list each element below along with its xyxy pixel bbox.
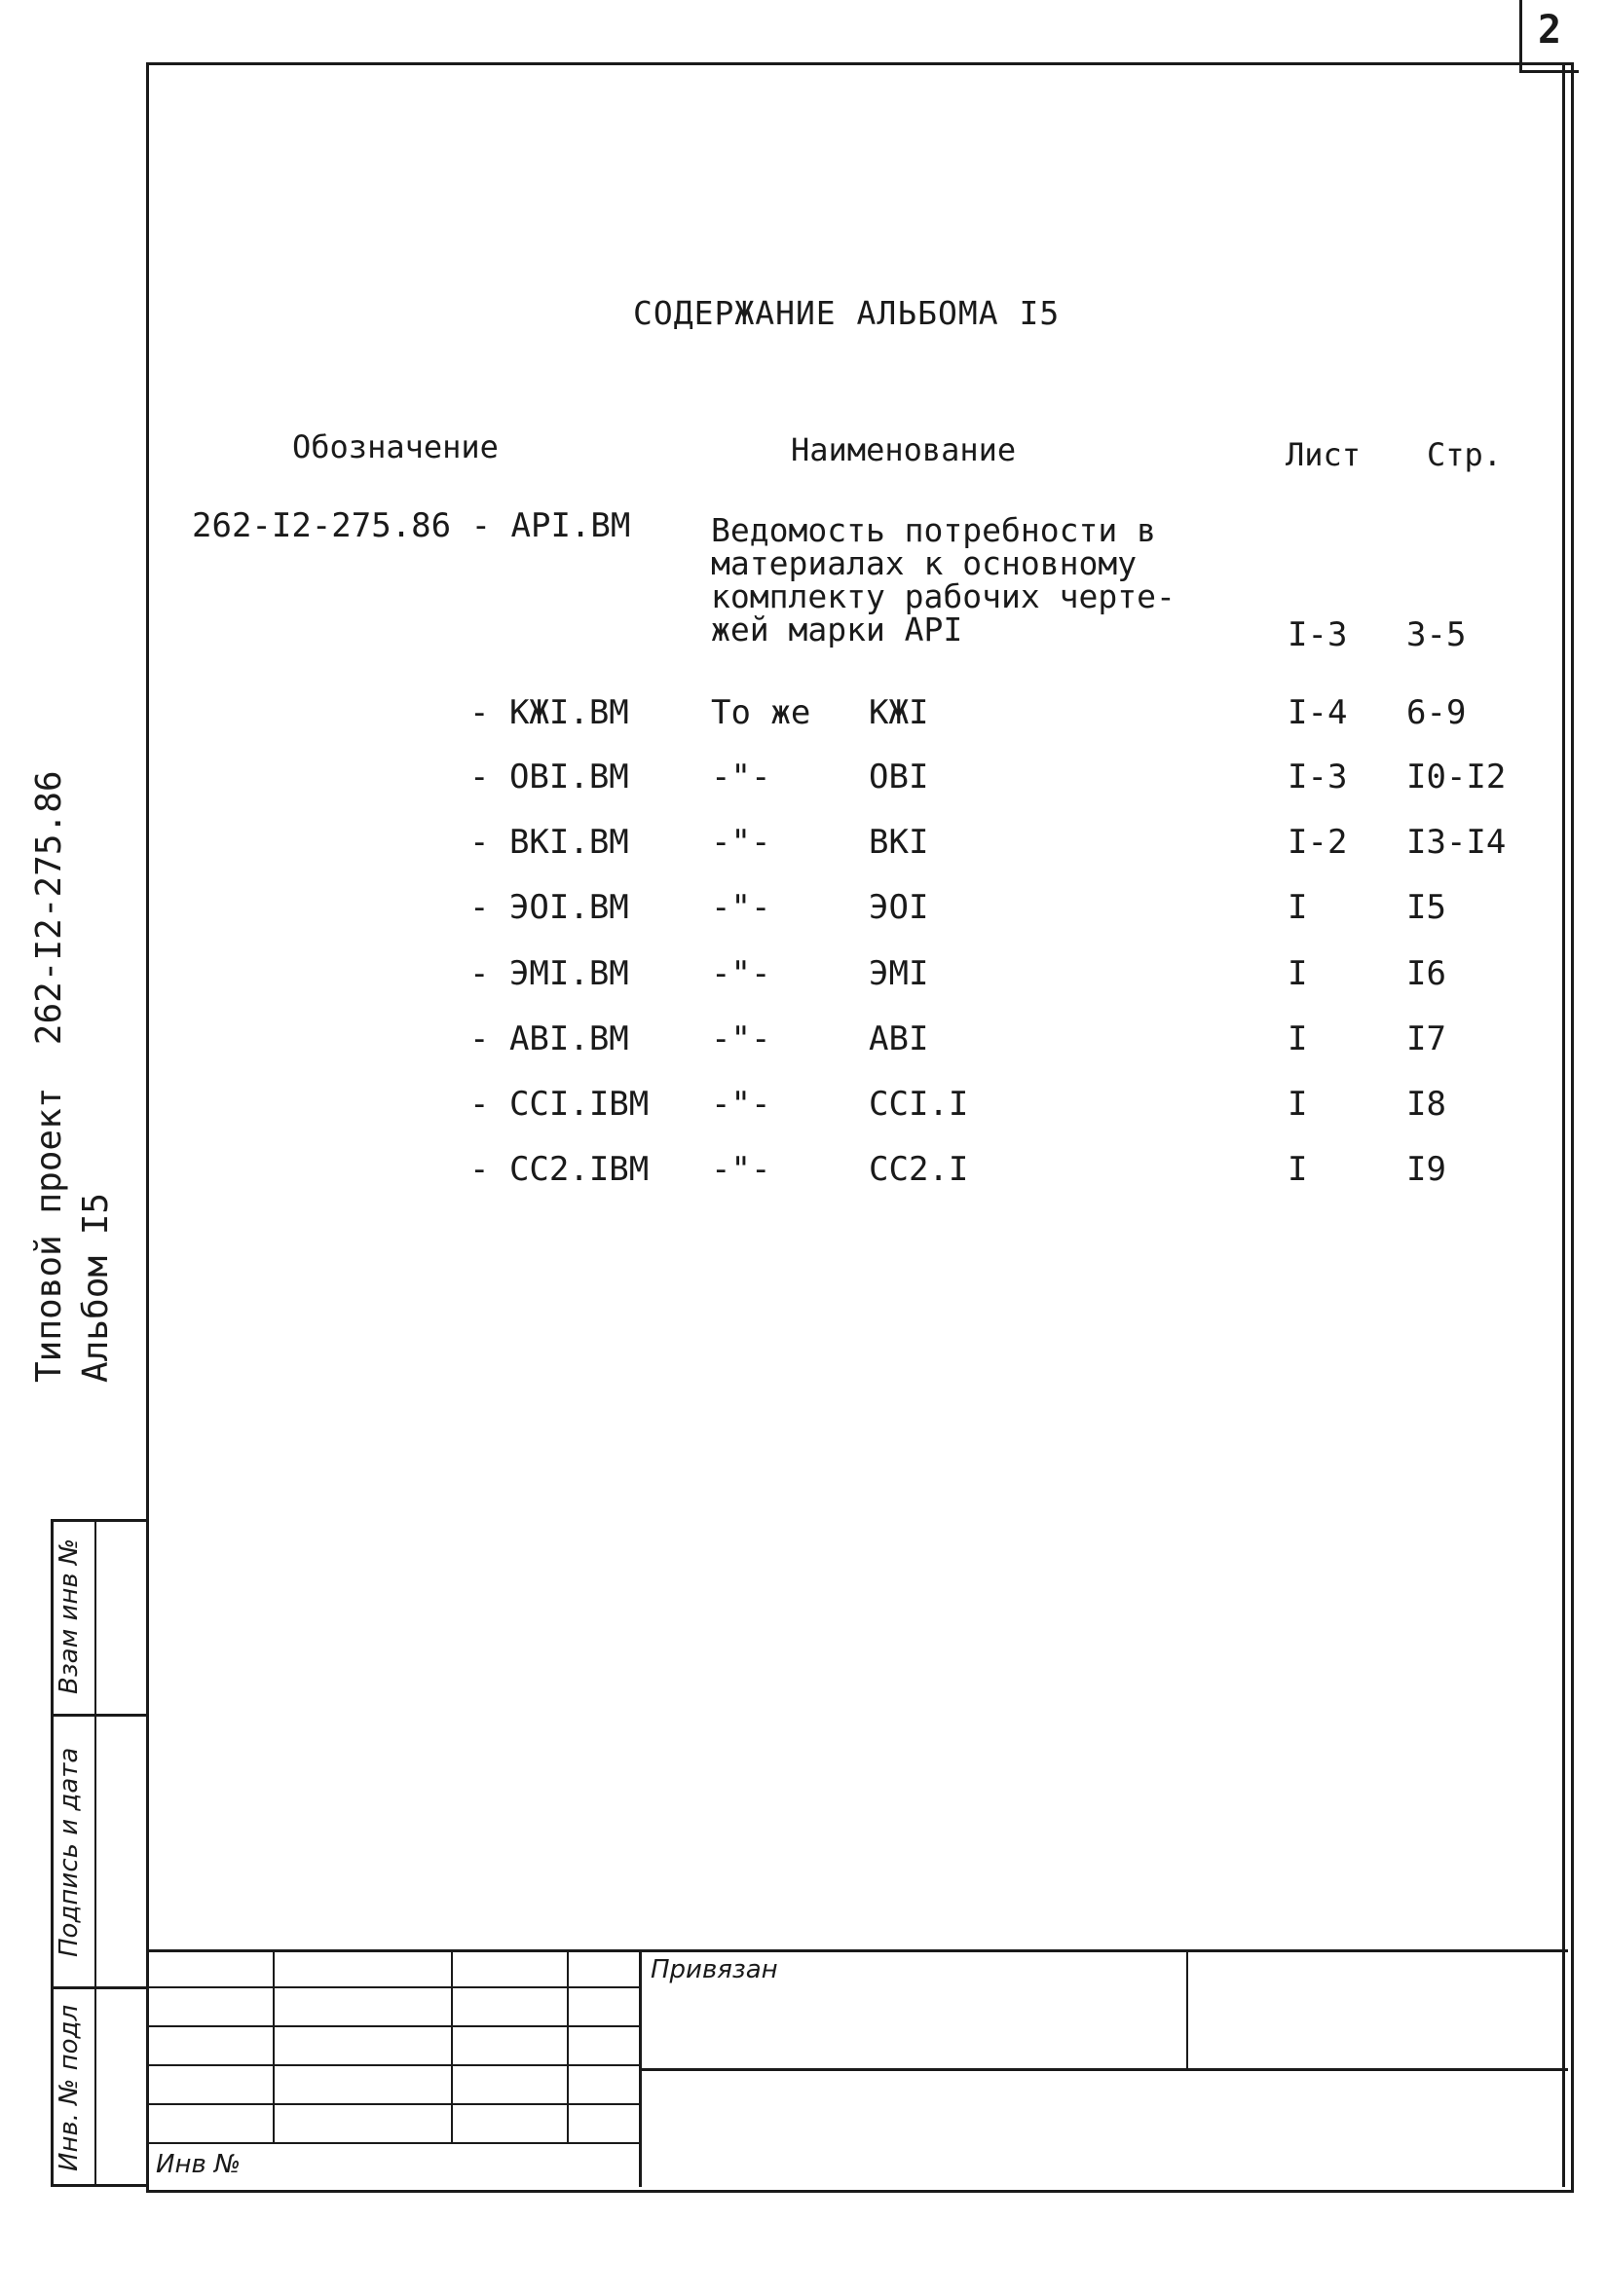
row-code: - CC2.IBM — [469, 1150, 650, 1189]
row-page: I5 — [1406, 888, 1446, 927]
drawing-frame — [146, 62, 1574, 2193]
album-contents-title: СОДЕРЖАНИЕ АЛЬБОМА I5 — [633, 294, 1061, 332]
row-mark: CCI.I — [869, 1085, 969, 1124]
row-mark: ЭОI — [869, 888, 929, 927]
row-sheet: I-3 — [1288, 758, 1348, 796]
first-row-code: 262-I2-275.86 - API.BM — [192, 506, 631, 545]
header-sheet: Лист — [1286, 436, 1362, 473]
row-sheet: I — [1288, 1019, 1308, 1058]
row-code: - BKI.BM — [469, 823, 629, 862]
row-mark: BKI — [869, 823, 929, 862]
row-sheet: I-2 — [1288, 823, 1348, 862]
row-code: - CCI.IBM — [469, 1085, 650, 1124]
row-name-prefix: -"- — [711, 954, 771, 993]
row-code: - ЭМI.BM — [469, 954, 629, 993]
row-mark: ЭМI — [869, 954, 929, 993]
sign-date-label: Подпись и дата — [55, 1747, 84, 1957]
row-sheet: I — [1288, 888, 1308, 927]
row-code: - OBI.BM — [469, 758, 629, 796]
first-row-sheet: I-3 — [1288, 615, 1348, 654]
row-name-prefix: -"- — [711, 888, 771, 927]
first-row-page: 3-5 — [1406, 615, 1467, 654]
row-code: - КЖI.BM — [469, 693, 629, 732]
replace-inv-label: Взам инв № — [55, 1538, 84, 1694]
row-name-prefix: -"- — [711, 1150, 771, 1189]
first-row-name-line: материалах к основному — [711, 544, 1138, 582]
row-sheet: I — [1288, 954, 1308, 993]
row-name-prefix: То же — [711, 693, 811, 732]
row-page: I3-I4 — [1406, 823, 1507, 862]
row-sheet: I — [1288, 1150, 1308, 1189]
side-project-label: Типовой проект 262-I2-275.86 — [29, 770, 69, 1383]
row-name-prefix: -"- — [711, 823, 771, 862]
attached-label: Привязан — [651, 1955, 778, 1984]
first-row-name-line: Ведомость потребности в — [711, 511, 1156, 549]
row-page: I9 — [1406, 1150, 1446, 1189]
row-page: I0-I2 — [1406, 758, 1507, 796]
row-page: I8 — [1406, 1085, 1446, 1124]
inv-number-label: Инв № — [156, 2150, 242, 2179]
page-number: 2 — [1538, 8, 1562, 53]
row-name-prefix: -"- — [711, 758, 771, 796]
row-sheet: I — [1288, 1085, 1308, 1124]
header-page: Стр. — [1427, 436, 1503, 473]
row-name-prefix: -"- — [711, 1085, 771, 1124]
row-mark: CC2.I — [869, 1150, 969, 1189]
first-row-name — [711, 511, 1176, 648]
row-mark: OBI — [869, 758, 929, 796]
side-album-label: Альбом I5 — [76, 1192, 116, 1383]
row-page: I7 — [1406, 1019, 1446, 1058]
header-name: Наименование — [791, 431, 1017, 468]
row-page: I6 — [1406, 954, 1446, 993]
header-designation: Обозначение — [292, 428, 499, 465]
frame-inner-right-line — [1562, 62, 1565, 2187]
row-sheet: I-4 — [1288, 693, 1348, 732]
inv-orig-label: Инв. № подл — [55, 2004, 84, 2171]
row-name-prefix: -"- — [711, 1019, 771, 1058]
row-mark: КЖI — [869, 693, 929, 732]
first-row-name-line: комплекту рабочих черте- — [711, 577, 1176, 615]
row-mark: ABI — [869, 1019, 929, 1058]
first-row-name-line: жей марки API — [711, 611, 963, 648]
row-code: - ABI.BM — [469, 1019, 629, 1058]
row-code: - ЭОI.BM — [469, 888, 629, 927]
row-page: 6-9 — [1406, 693, 1467, 732]
